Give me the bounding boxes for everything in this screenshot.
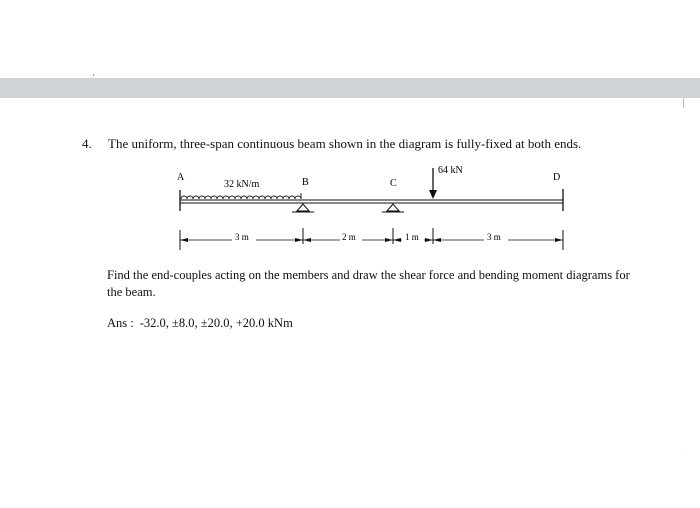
instruction-text: Find the end-couples acting on the members and draw the shear force and bending moment diagrams for the beam.	[107, 268, 630, 299]
span-label-c-load: 1 m	[405, 232, 419, 242]
span-label-ab: 3 m	[235, 232, 249, 242]
point-label-c: C	[390, 178, 397, 189]
pin-support-c	[382, 204, 404, 212]
udl-label: 32 kN/m	[224, 179, 260, 190]
question-number: 4.	[82, 136, 92, 151]
point-label-b: B	[302, 177, 309, 188]
answer-values: -32.0, ±8.0, ±20.0, +20.0 kNm	[139, 316, 293, 330]
question-text: The uniform, three-span continuous beam shown in the diagram is fully-fixed at both ends.	[108, 136, 582, 151]
answer-line	[107, 316, 293, 331]
scan-corner-mark: ·	[682, 450, 685, 459]
span-label-bc: 2 m	[342, 232, 356, 242]
answer-label: Ans :	[107, 316, 134, 330]
point-load-arrow	[429, 168, 437, 199]
udl-load-curls	[181, 196, 301, 199]
point-label-d: D	[553, 172, 561, 183]
scan-speck: ·	[92, 70, 95, 80]
point-label-a: A	[177, 172, 185, 183]
pin-support-b	[292, 204, 314, 212]
span-label-load-d: 3 m	[487, 232, 501, 242]
point-load-label: 64 kN	[438, 165, 463, 176]
